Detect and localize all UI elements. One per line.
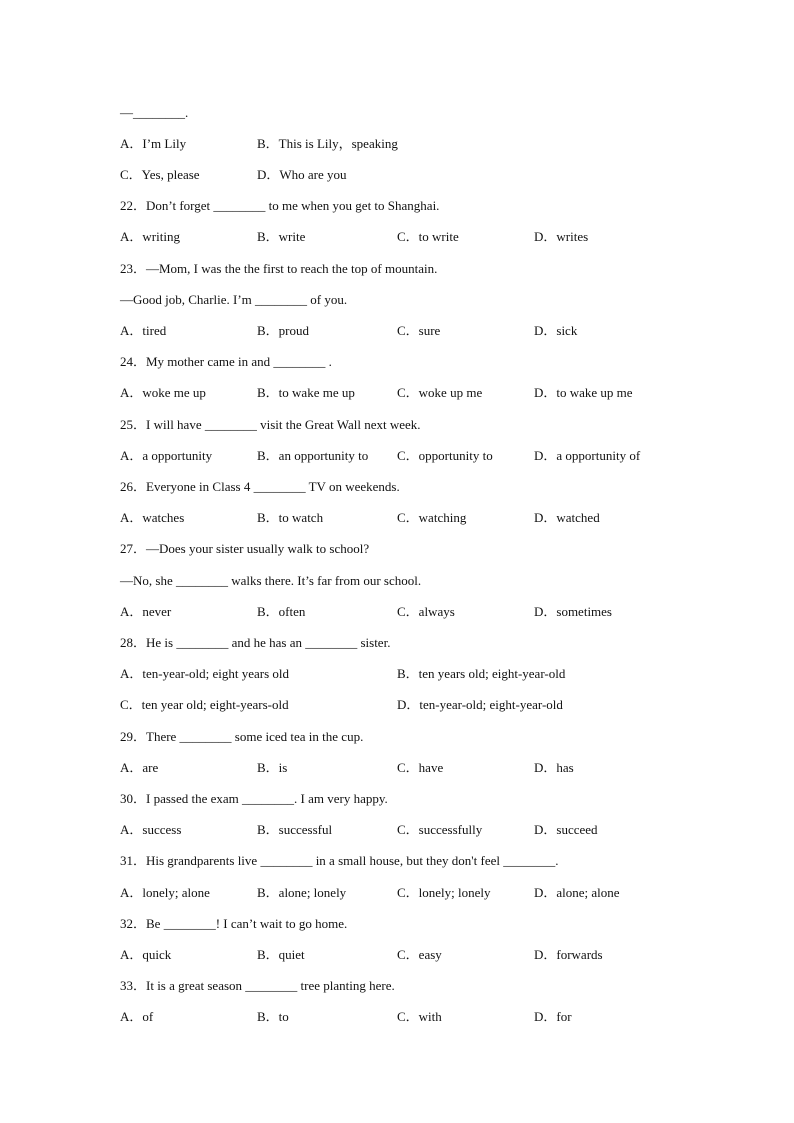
question-27-reply: —No, she ________ walks there. It’s far from our school. [120, 573, 422, 588]
option-d: D．watched [534, 510, 600, 525]
option-a: A．lonely; alone [120, 885, 210, 900]
option-a: A．watches [120, 510, 185, 525]
options-row-26 [120, 510, 680, 526]
options-row-25 [120, 448, 680, 464]
options-row-31 [120, 885, 680, 901]
option-a: A．quick [120, 947, 172, 962]
option-b: B．This is Lily，speaking [257, 136, 398, 151]
options-row-29 [120, 760, 680, 776]
option-b: B．is [257, 760, 288, 775]
option-d: D．sometimes [534, 604, 612, 619]
option-d: D．a opportunity of [534, 448, 641, 463]
option-b: B．proud [257, 323, 310, 338]
option-c: C．woke up me [397, 385, 483, 400]
option-d: D．forwards [534, 947, 603, 962]
option-a: A．woke me up [120, 385, 206, 400]
option-b: B．an opportunity to [257, 448, 369, 463]
question-23-reply: —Good job, Charlie. I’m ________ of you. [120, 292, 348, 307]
intro-options-row [120, 167, 680, 183]
question-27: 27．—Does your sister usually walk to school? [120, 541, 370, 556]
option-d: D．to wake up me [534, 385, 633, 400]
option-b: B．to watch [257, 510, 324, 525]
option-c: C．have [397, 760, 444, 775]
option-c: C．sure [397, 323, 441, 338]
question-33: 33．It is a great season ________ tree planting here. [120, 978, 395, 993]
option-a: A．of [120, 1009, 154, 1024]
option-a: A．I’m Lily [120, 136, 187, 151]
question-24: 24．My mother came in and ________ . [120, 354, 332, 369]
option-d: D．succeed [534, 822, 598, 837]
intro-answer-blank: —________. [120, 105, 189, 120]
option-b: B．ten years old; eight-year-old [397, 666, 566, 681]
option-d: D．for [534, 1009, 572, 1024]
options-row-30 [120, 822, 680, 838]
options-row-24 [120, 385, 680, 401]
options-row-27 [120, 604, 680, 620]
option-c: C．Yes, please [120, 167, 200, 182]
question-29: 29．There ________ some iced tea in the cup. [120, 729, 364, 744]
option-a: A．writing [120, 229, 180, 244]
question-23: 23．—Mom, I was the the first to reach the top of mountain. [120, 261, 438, 276]
option-a: A．tired [120, 323, 167, 338]
option-c: C．easy [397, 947, 442, 962]
options-row-23 [120, 323, 680, 339]
options-row-28 [120, 666, 680, 682]
option-a: A．a opportunity [120, 448, 213, 463]
option-c: C．lonely; lonely [397, 885, 491, 900]
option-d: D．sick [534, 323, 578, 338]
options-row-33 [120, 1009, 680, 1025]
option-a: A．ten-year-old; eight years old [120, 666, 290, 681]
option-b: B．successful [257, 822, 333, 837]
option-d: D．Who are you [257, 167, 347, 182]
option-c: C．successfully [397, 822, 483, 837]
option-d: D．ten-year-old; eight-year-old [397, 697, 563, 712]
option-c: C．opportunity to [397, 448, 493, 463]
options-row-28b [120, 697, 680, 713]
option-b: B．alone; lonely [257, 885, 347, 900]
option-c: C．always [397, 604, 455, 619]
option-b: B．to [257, 1009, 289, 1024]
option-a: A．success [120, 822, 182, 837]
option-d: D．writes [534, 229, 589, 244]
option-b: B．often [257, 604, 306, 619]
option-c: C．watching [397, 510, 467, 525]
option-a: A．never [120, 604, 172, 619]
question-32: 32．Be ________! I can’t wait to go home. [120, 916, 348, 931]
question-28: 28．He is ________ and he has an ________ sister. [120, 635, 391, 650]
option-c: C．to write [397, 229, 459, 244]
options-row-32 [120, 947, 680, 963]
intro-options-row [120, 136, 680, 152]
question-31: 31．His grandparents live ________ in a small house, but they don't feel ________. [120, 853, 559, 868]
option-c: C．ten year old; eight-years-old [120, 697, 289, 712]
option-d: D．alone; alone [534, 885, 620, 900]
question-22: 22．Don’t forget ________ to me when you get to Shanghai. [120, 198, 440, 213]
question-26: 26．Everyone in Class 4 ________ TV on weekends. [120, 479, 400, 494]
question-30: 30．I passed the exam ________. I am very happy. [120, 791, 388, 806]
option-c: C．with [397, 1009, 442, 1024]
option-b: B．to wake me up [257, 385, 355, 400]
option-a: A．are [120, 760, 159, 775]
options-row-22 [120, 229, 680, 245]
option-b: B．quiet [257, 947, 305, 962]
option-d: D．has [534, 760, 574, 775]
question-25: 25．I will have ________ visit the Great Wall next week. [120, 417, 421, 432]
option-b: B．write [257, 229, 306, 244]
